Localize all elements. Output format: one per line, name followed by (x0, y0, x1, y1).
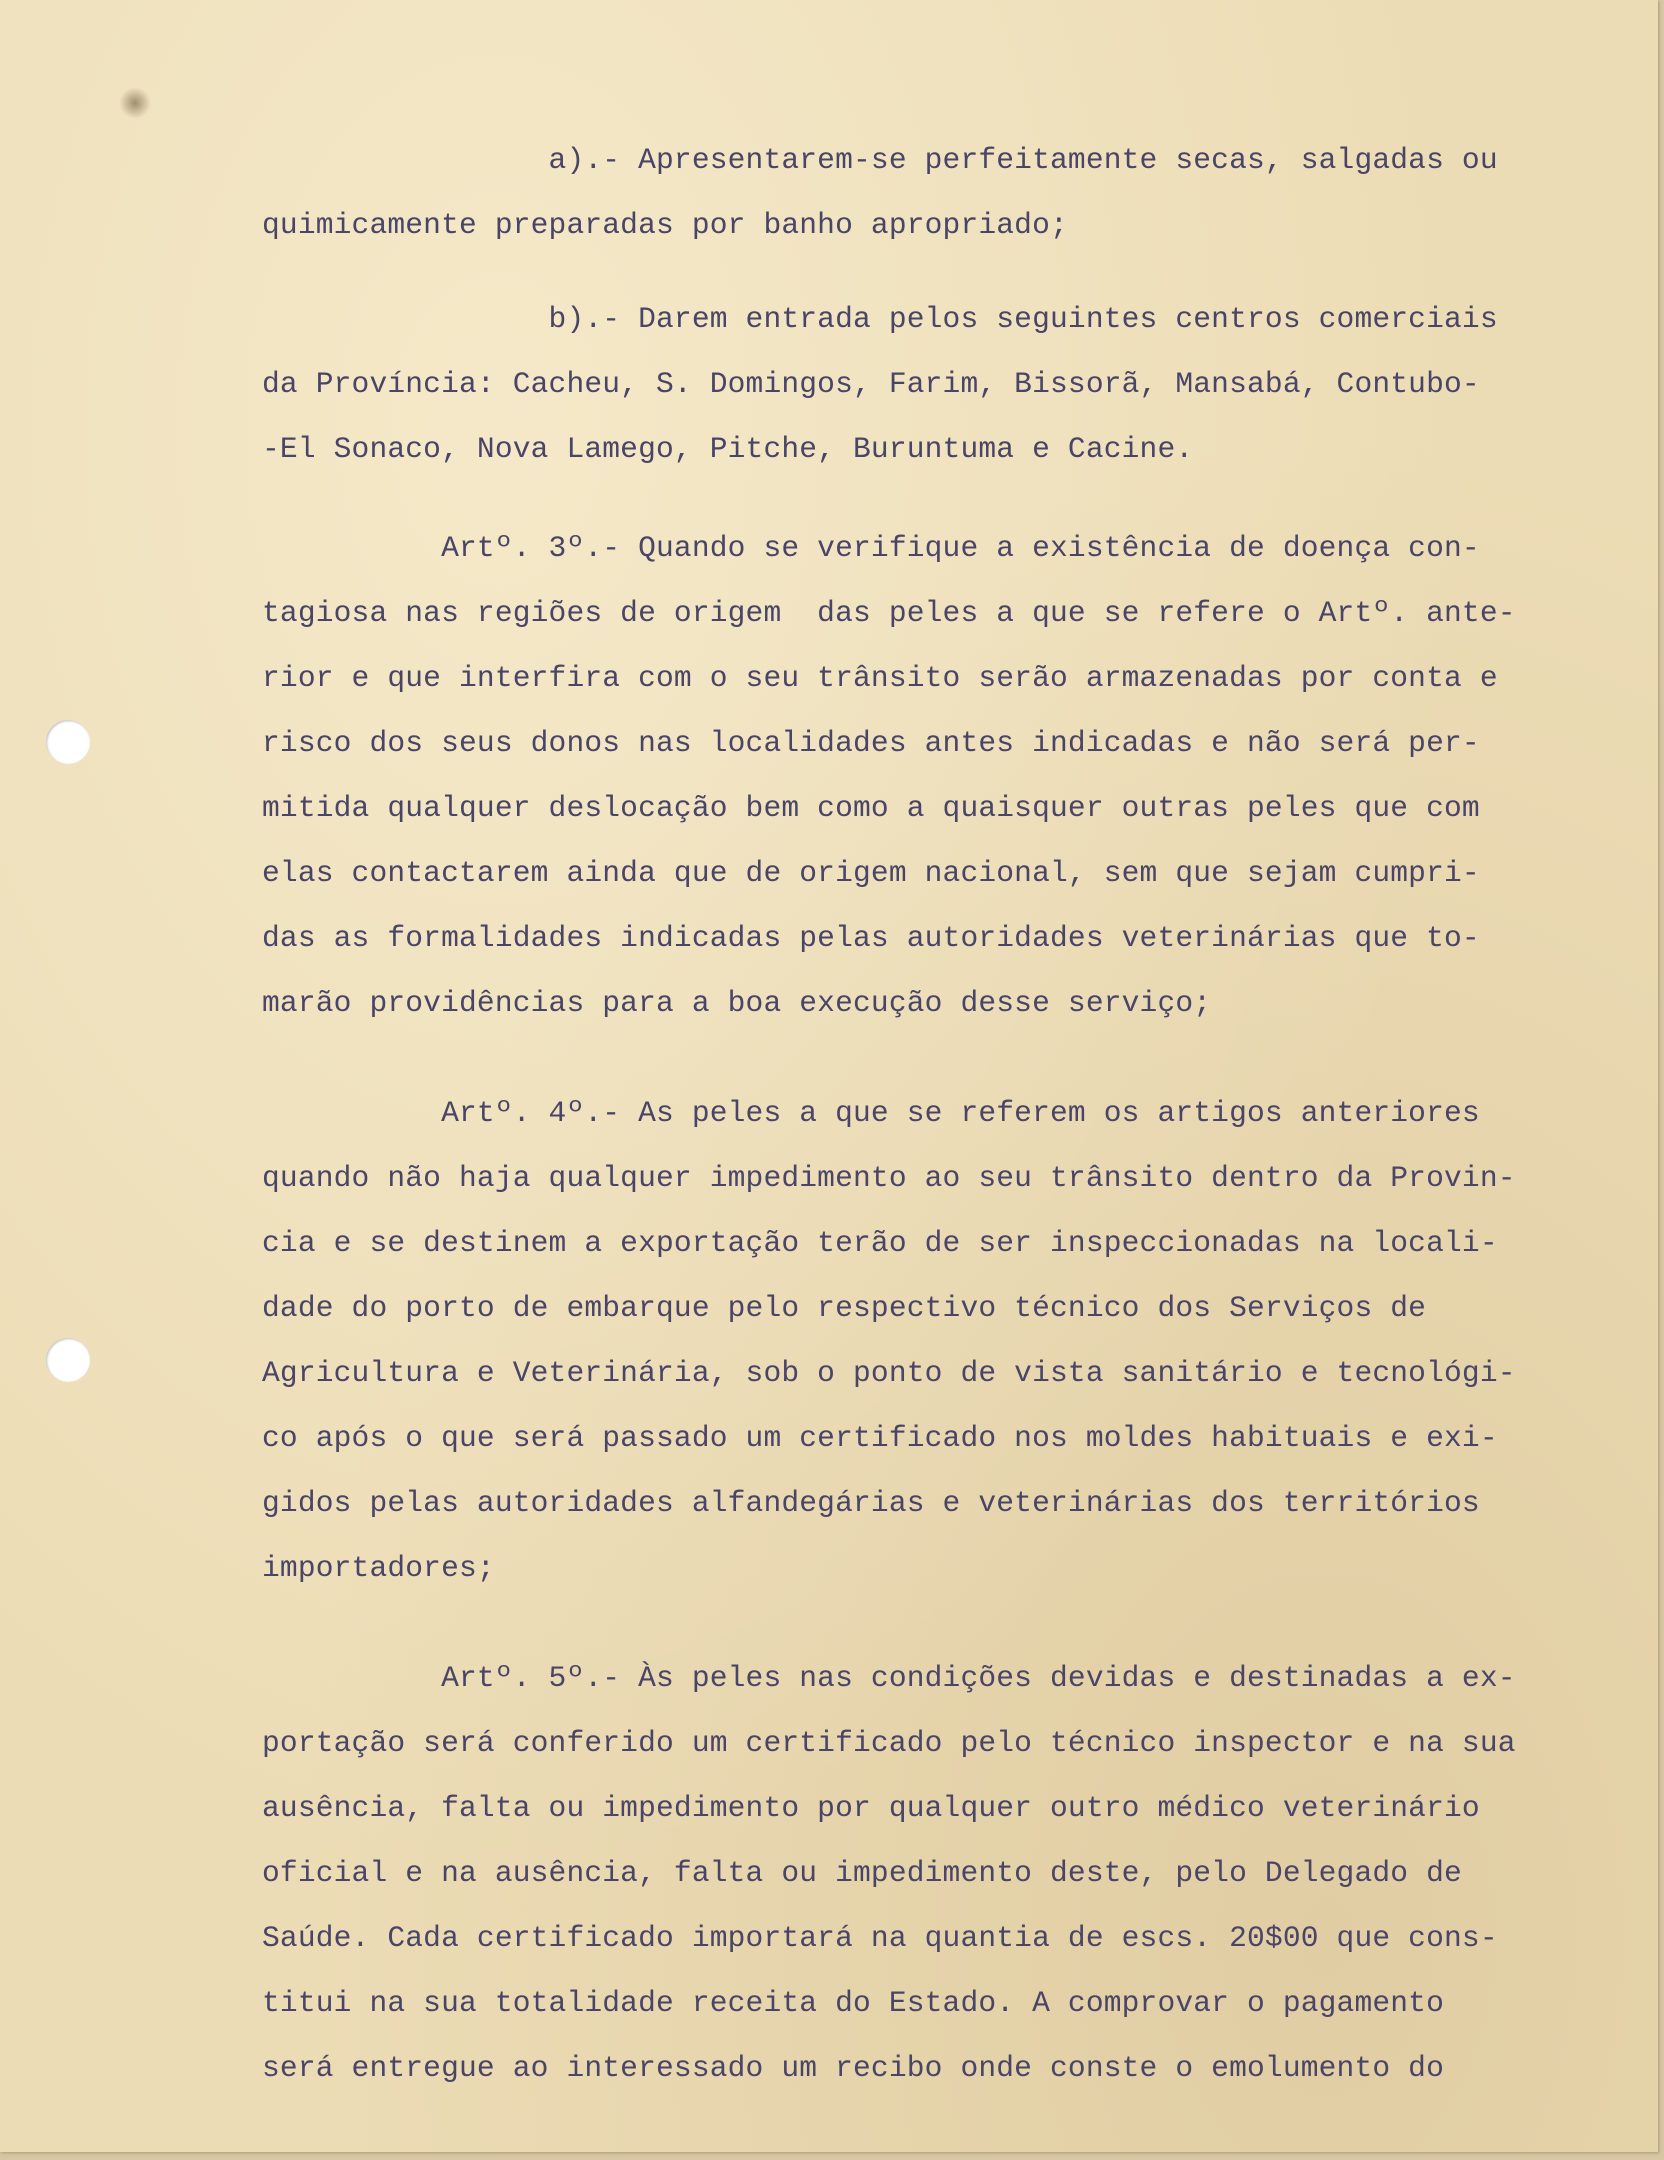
text-line: das as formalidades indicadas pelas autoridades veterinárias que to- (262, 921, 1480, 955)
punch-hole-bottom (46, 1338, 90, 1382)
text-line: risco dos seus donos nas localidades antes indicadas e não será per- (262, 726, 1480, 760)
text-line: Artº. 5º.- Às peles nas condições devidas e destinadas a ex- (262, 1661, 1516, 1695)
text-line: Saúde. Cada certificado importará na quantia de escs. 20$00 que cons- (262, 1921, 1498, 1955)
paragraph-clause-b (262, 287, 1662, 482)
text-line: mitida qualquer deslocação bem como a quaisquer outras peles que com (262, 791, 1480, 825)
text-line: marão providências para a boa execução desse serviço; (262, 986, 1212, 1020)
text-line: ausência, falta ou impedimento por qualquer outro médico veterinário (262, 1791, 1480, 1825)
paragraph-article-4 (262, 1081, 1662, 1601)
text-line: portação será conferido um certificado pelo técnico inspector e na sua (262, 1726, 1516, 1760)
paragraph-article-5 (262, 1646, 1662, 2101)
text-line: cia e se destinem a exportação terão de ser inspeccionadas na locali- (262, 1226, 1498, 1260)
text-line: elas contactarem ainda que de origem nacional, sem que sejam cumpri- (262, 856, 1480, 890)
text-line: -El Sonaco, Nova Lamego, Pitche, Buruntuma e Cacine. (262, 432, 1194, 466)
punch-hole-top (46, 720, 90, 764)
paragraph-article-3 (262, 516, 1662, 1036)
ink-stain (118, 88, 152, 118)
text-line: quando não haja qualquer impedimento ao seu trânsito dentro da Provin- (262, 1161, 1516, 1195)
paragraph-clause-a (262, 128, 1662, 258)
text-line: Artº. 3º.- Quando se verifique a existência de doença con- (262, 531, 1480, 565)
text-line: co após o que será passado um certificado nos moldes habituais e exi- (262, 1421, 1498, 1455)
text-line: será entregue ao interessado um recibo onde conste o emolumento do (262, 2051, 1445, 2085)
text-line: Agricultura e Veterinária, sob o ponto de vista sanitário e tecnológi- (262, 1356, 1516, 1390)
text-line: Artº. 4º.- As peles a que se referem os artigos anteriores (262, 1096, 1480, 1130)
text-line: tagiosa nas regiões de origem das peles a que se refere o Artº. ante- (262, 596, 1516, 630)
document-body (262, 128, 1662, 2101)
text-line: rior e que interfira com o seu trânsito serão armazenadas por conta e (262, 661, 1498, 695)
text-line: titui na sua totalidade receita do Estado. A comprovar o pagamento (262, 1986, 1445, 2020)
text-line: b).- Darem entrada pelos seguintes centros comerciais (262, 302, 1498, 336)
text-line: gidos pelas autoridades alfandegárias e veterinárias dos territórios (262, 1486, 1480, 1520)
text-line: dade do porto de embarque pelo respectivo técnico dos Serviços de (262, 1291, 1427, 1325)
text-line: da Província: Cacheu, S. Domingos, Farim, Bissorã, Mansabá, Contubo- (262, 367, 1480, 401)
text-line: quimicamente preparadas por banho apropriado; (262, 208, 1068, 242)
text-line: importadores; (262, 1551, 495, 1585)
text-line: oficial e na ausência, falta ou impedimento deste, pelo Delegado de (262, 1856, 1462, 1890)
text-line: a).- Apresentarem-se perfeitamente secas, salgadas ou (262, 143, 1498, 177)
